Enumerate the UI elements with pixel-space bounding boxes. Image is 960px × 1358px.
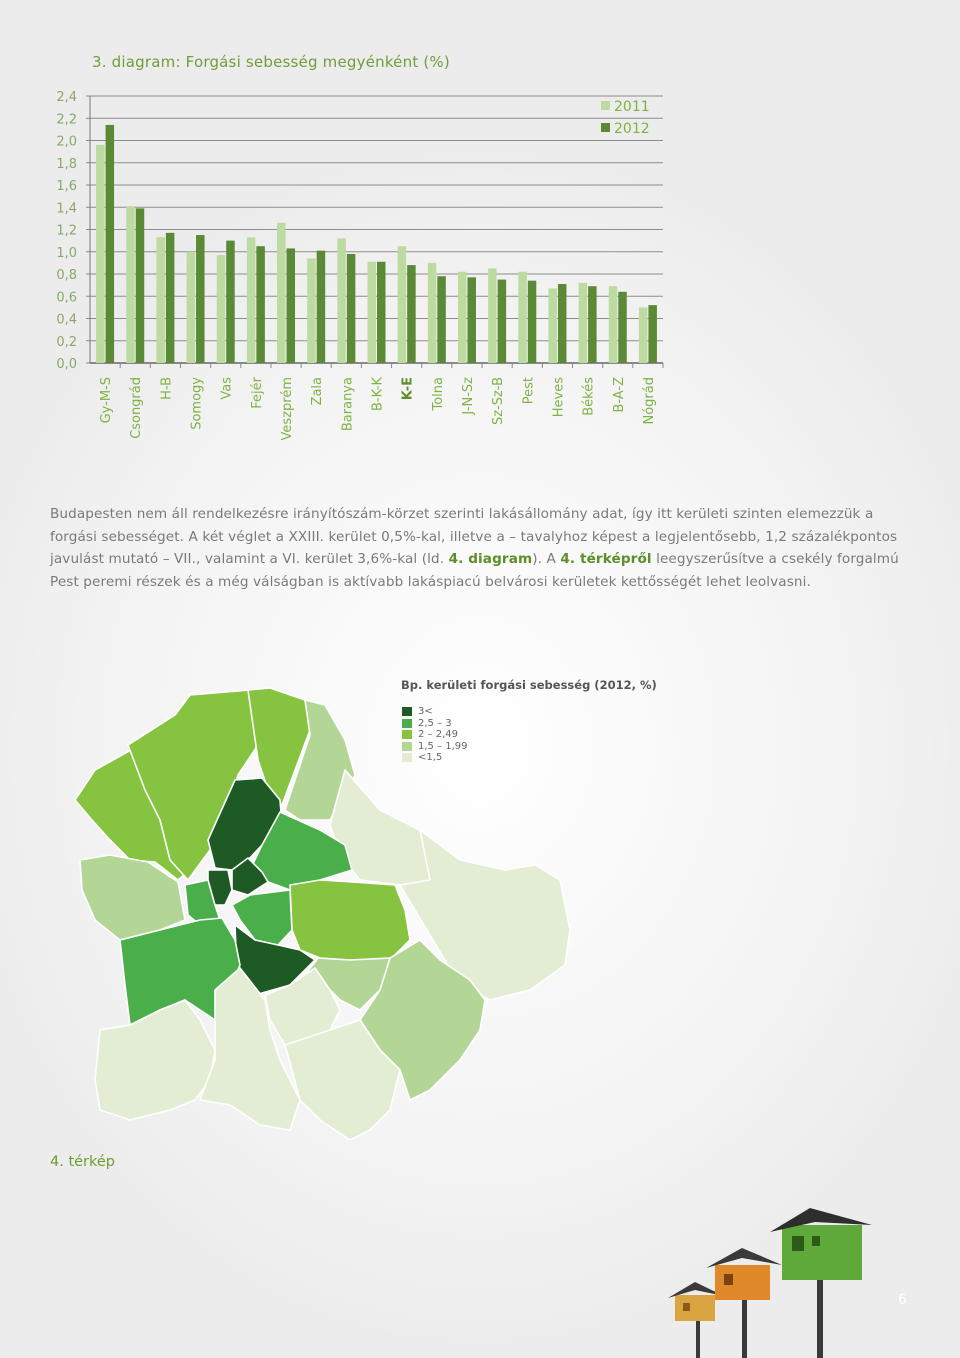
legend-swatch xyxy=(601,123,610,132)
bar-2011 xyxy=(458,272,467,363)
x-tick-label: Gy-M-S xyxy=(99,377,115,424)
body-paragraph xyxy=(50,503,912,593)
bar-2012 xyxy=(467,277,476,363)
x-tick-label: Békés xyxy=(581,377,597,416)
x-tick-label: K-E xyxy=(400,377,416,401)
bar-2012 xyxy=(437,276,446,363)
bar-2011 xyxy=(398,246,407,363)
map-title: Bp. kerületi forgási sebesség (2012, %) xyxy=(401,678,657,692)
y-tick-label: 2,4 xyxy=(56,90,77,105)
bar-2011 xyxy=(96,145,105,363)
x-tick-label: B-K-K xyxy=(370,377,386,411)
x-tick-label: Sz-Sz-B xyxy=(491,377,507,425)
x-axis-ticks xyxy=(99,376,657,440)
legend-label: 1,5 – 1,99 xyxy=(418,740,468,752)
bar-2012 xyxy=(407,265,416,363)
bar-2011 xyxy=(307,258,316,363)
y-tick-label: 1,0 xyxy=(56,245,77,261)
x-tick-label: Veszprém xyxy=(280,377,296,440)
x-tick-label: Somogy xyxy=(189,377,205,430)
bar-2011 xyxy=(277,223,286,363)
bar-2012 xyxy=(256,246,265,363)
x-tick-label: Heves xyxy=(551,377,567,418)
bar-2012 xyxy=(558,284,567,363)
bar-2011 xyxy=(337,238,346,363)
y-tick-label: 1,4 xyxy=(56,201,77,217)
bar-2011 xyxy=(368,262,377,363)
x-tick-label: Baranya xyxy=(340,377,356,432)
x-tick-label: Pest xyxy=(521,377,537,405)
bar-2011 xyxy=(579,283,588,363)
page-number: 6 xyxy=(898,1292,907,1308)
legend-swatch xyxy=(402,730,412,739)
budapest-district-map xyxy=(40,660,600,1140)
bar-2011 xyxy=(548,288,557,363)
bar-2012 xyxy=(618,292,627,363)
legend-label: 2 – 2,49 xyxy=(418,729,458,741)
bar-chart xyxy=(0,80,700,440)
y-tick-label: 2,0 xyxy=(56,134,77,150)
x-tick-label: Tolna xyxy=(430,377,446,411)
y-tick-label: 0,4 xyxy=(56,312,77,328)
legend-label: 2011 xyxy=(614,99,650,115)
birdhouse-large-green xyxy=(770,1208,872,1358)
bar-2011 xyxy=(156,237,165,363)
x-tick-label: B-A-Z xyxy=(611,377,627,413)
bar-2012 xyxy=(226,241,235,363)
legend-swatch xyxy=(601,101,610,110)
y-tick-label: 2,2 xyxy=(56,112,77,128)
bar-2012 xyxy=(648,305,657,363)
legend-label: 2012 xyxy=(614,121,650,137)
y-tick-label: 0,2 xyxy=(56,334,77,350)
y-axis-ticks xyxy=(56,90,77,372)
x-tick-label: H-B xyxy=(159,377,175,400)
y-tick-label: 0,0 xyxy=(56,357,77,372)
birdhouse-illustration xyxy=(660,1200,960,1358)
bar-2011 xyxy=(247,237,256,363)
x-tick-label: Fejér xyxy=(249,377,265,409)
legend-label: 3< xyxy=(418,706,433,718)
bar-2012 xyxy=(377,262,386,363)
legend-swatch xyxy=(402,753,412,762)
map-district-xxii xyxy=(95,1000,215,1120)
map-legend-item xyxy=(402,741,468,753)
y-tick-label: 1,6 xyxy=(56,179,77,194)
bar-2011 xyxy=(217,255,226,363)
y-tick-label: 1,8 xyxy=(56,156,77,172)
bar-2011 xyxy=(428,263,437,363)
chart-bars xyxy=(96,125,657,363)
legend-label: <1,5 xyxy=(418,752,443,764)
bar-2011 xyxy=(488,268,497,363)
bar-2012 xyxy=(347,254,356,363)
bar-2011 xyxy=(518,272,527,363)
x-tick-label: Zala xyxy=(310,377,326,406)
y-tick-label: 0,8 xyxy=(56,268,77,283)
bar-2012 xyxy=(106,125,115,363)
map-district-xiv xyxy=(290,880,410,960)
x-tick-label: Csongrád xyxy=(129,377,145,439)
bar-2011 xyxy=(187,252,196,363)
map-legend xyxy=(402,706,468,764)
legend-swatch xyxy=(402,742,412,751)
body-text-part1: Budapesten nem áll rendelkezésre irányítószám-körzet szerinti lakásállomány adat, így itt kerületi szinten elemezzük a forgási sebességet. A két véglet a XXIII. kerület 0,5%-kal, illetve a – tavalyhoz képest a legjelentősebb, 1,2 százalékpontos javulást mutató – VII., valamint a VI. kerület 3,6%-kal (ld. xyxy=(50,506,898,568)
legend-label: 2,5 – 3 xyxy=(418,717,452,729)
x-tick-label: J-N-Sz xyxy=(460,377,476,415)
body-text-part3: leegyszerűsítve a csekély forgalmú Pest peremi részek és a még válságban is aktívabb lakáspiacú belvárosi kerületek kettősségét lehet leolvasni. xyxy=(50,551,899,590)
x-tick-label: Nógrád xyxy=(641,377,657,425)
map-legend-item xyxy=(402,752,468,764)
bar-2011 xyxy=(609,286,618,363)
bar-2012 xyxy=(317,251,326,363)
legend-swatch xyxy=(402,707,412,716)
x-tick-label: Vas xyxy=(219,377,235,400)
map-legend-item xyxy=(402,718,468,730)
chart-title: 3. diagram: Forgási sebesség megyénként (%) xyxy=(92,53,450,71)
map-reference: 4. térképről xyxy=(560,551,652,568)
bar-2012 xyxy=(136,208,145,363)
y-tick-label: 1,2 xyxy=(56,223,77,239)
birdhouse-medium-orange xyxy=(706,1248,782,1358)
bar-2012 xyxy=(498,280,507,363)
bar-2012 xyxy=(287,248,296,363)
bar-2011 xyxy=(126,206,135,363)
legend-swatch xyxy=(402,719,412,728)
bar-2012 xyxy=(196,235,205,363)
body-text-part2: ). A xyxy=(532,551,561,568)
y-tick-label: 0,6 xyxy=(56,290,77,306)
bar-2012 xyxy=(528,281,537,363)
map-legend-item xyxy=(402,729,468,741)
bar-2012 xyxy=(588,286,597,363)
map-caption: 4. térkép xyxy=(50,1154,116,1170)
bar-2011 xyxy=(639,307,648,363)
bar-2012 xyxy=(166,233,175,363)
diagram-reference: 4. diagram xyxy=(448,551,533,568)
map-legend-item xyxy=(402,706,468,718)
